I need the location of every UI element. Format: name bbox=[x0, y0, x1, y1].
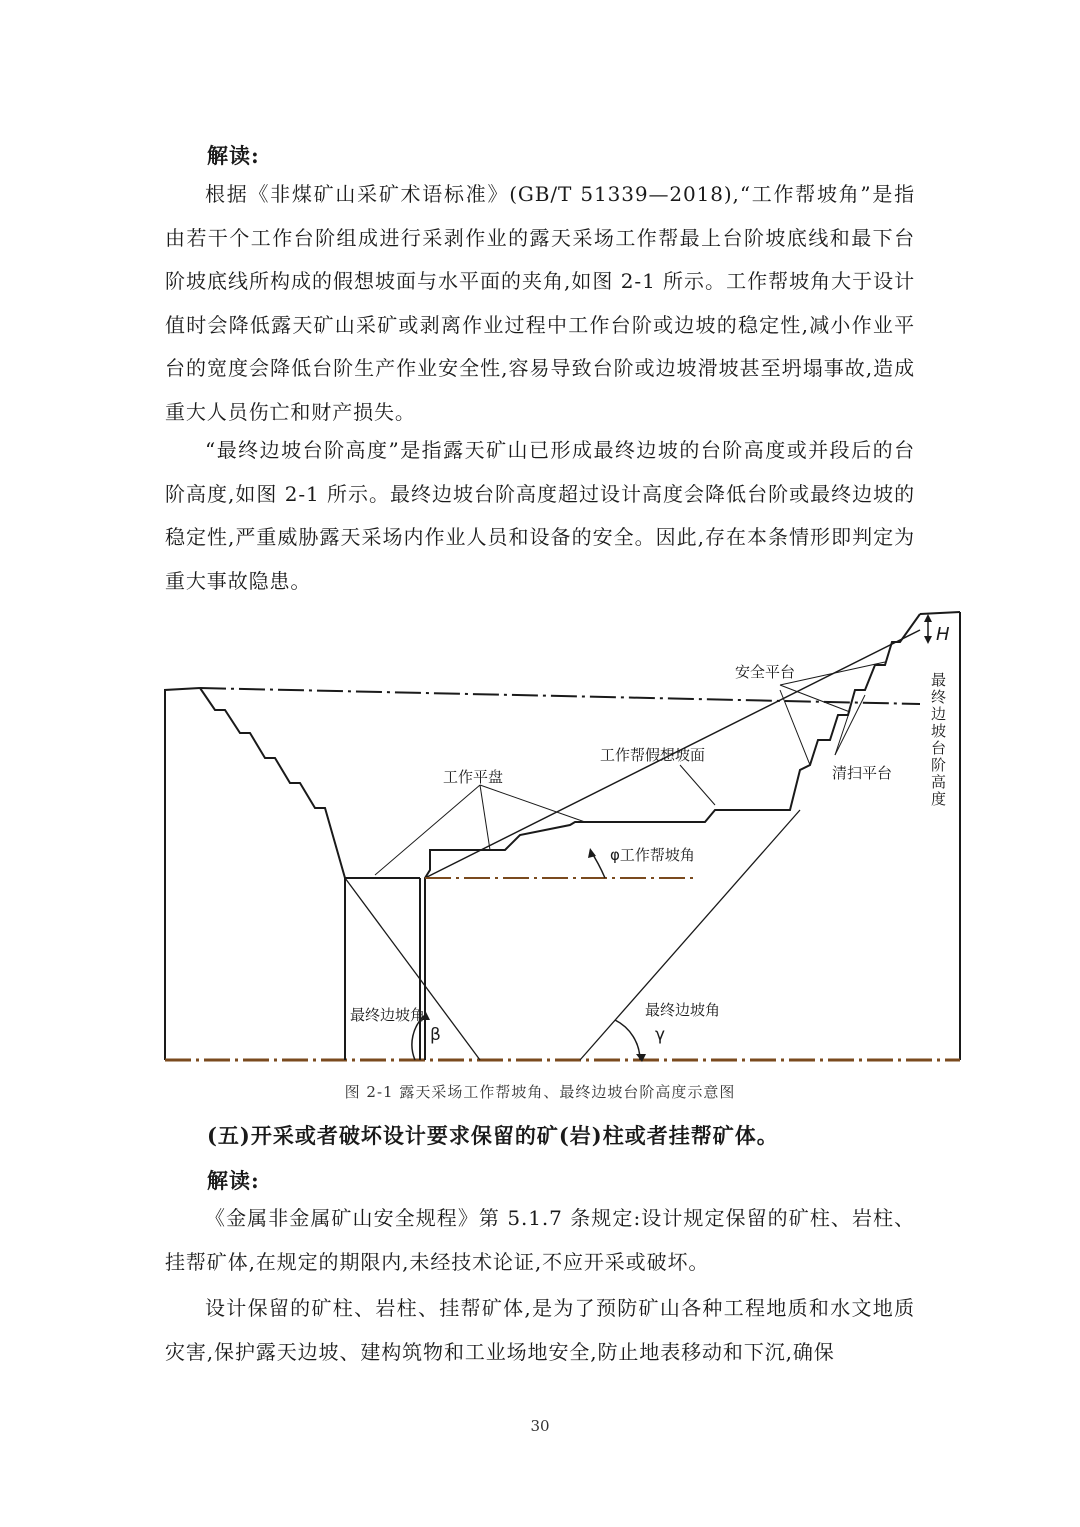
top-right-ground bbox=[920, 612, 960, 614]
working-benches bbox=[425, 614, 920, 1060]
section2-title: (五)开采或者破坏设计要求保留的矿(岩)柱或者挂帮矿体。 bbox=[207, 1123, 779, 1148]
label-working-slope-surface: 工作帮假想坡面 bbox=[600, 746, 706, 764]
label-h: H bbox=[936, 624, 950, 645]
pointer-working-platform-2 bbox=[480, 785, 490, 850]
open-pit-diagram bbox=[160, 600, 970, 1080]
h-arrow-up-icon bbox=[924, 614, 932, 622]
label-final-slope-angle-left: 最终边坡角 bbox=[350, 1006, 426, 1024]
section1-paragraph-2: “最终边坡台阶高度”是指露天矿山已形成最终边坡的台阶高度或并段后的台阶高度,如图 2-1 所示。最终边坡台阶高度超过设计高度会降低台阶或最终边坡的稳定性,严重威胁露天采场内作业人员和设备的安全。因此,存在本条情形即判定为重大事故隐患。 bbox=[165, 438, 915, 593]
figure-caption: 图 2-1 露天采场工作帮坡角、最终边坡台阶高度示意图 bbox=[344, 1083, 736, 1101]
pointer-working-platform-1 bbox=[375, 785, 480, 875]
label-final-bench-height: 最终边坡台阶高度 bbox=[929, 672, 947, 808]
page-number: 30 bbox=[530, 1417, 550, 1435]
section1-heading: 解读: bbox=[207, 143, 260, 168]
section1-paragraph-1: 根据《非煤矿山采矿术语标准》(GB/T 51339—2018),“工作帮坡角”是指由若干个工作台阶组成进行采剥作业的露天采场工作帮最上台阶坡底线和最下台阶坡底线所构成的假想坡面与水平面的夹角,如图 2-1 所示。工作帮坡角大于设计值时会降低露天矿山采矿或剥离作业过程中工作台阶或边坡的稳定性,减小作业平台的宽度会降低台阶生产作业安全性,容易导致台阶或边坡滑坡甚至坍塌事故,造成重大人员伤亡和财产损失。 bbox=[165, 182, 915, 424]
section2-paragraph-1: 《金属非金属矿山安全规程》第 5.1.7 条规定:设计规定保留的矿柱、岩柱、挂帮矿体,在规定的期限内,未经技术论证,不应开采或破坏。 bbox=[165, 1206, 915, 1274]
top-reference-line bbox=[200, 688, 920, 704]
label-final-slope-angle-right: 最终边坡角 bbox=[645, 1001, 721, 1019]
label-gamma: γ bbox=[655, 1025, 666, 1045]
pointer-cleaning-3 bbox=[835, 695, 865, 755]
h-arrow-down-icon bbox=[924, 636, 932, 644]
label-beta: β bbox=[430, 1025, 441, 1045]
section2-paragraph-2: 设计保留的矿柱、岩柱、挂帮矿体,是为了预防矿山各种工程地质和水文地质灾害,保护露天边坡、建构筑物和工业场地安全,防止地表移动和下沉,确保 bbox=[165, 1296, 915, 1364]
section2-heading: 解读: bbox=[207, 1168, 260, 1193]
left-final-slope bbox=[200, 688, 345, 878]
pointer-slope-surface bbox=[680, 765, 715, 805]
left-final-slope-line bbox=[345, 878, 480, 1060]
label-safety-platform: 安全平台 bbox=[735, 663, 796, 681]
label-phi-angle: φ工作帮坡角 bbox=[610, 846, 695, 864]
pointer-working-platform-3 bbox=[480, 785, 585, 822]
pointer-safety-1 bbox=[780, 685, 850, 712]
label-cleaning-platform: 清扫平台 bbox=[832, 764, 893, 782]
label-working-platform: 工作平盘 bbox=[443, 768, 504, 786]
pit-outline bbox=[165, 688, 200, 1060]
